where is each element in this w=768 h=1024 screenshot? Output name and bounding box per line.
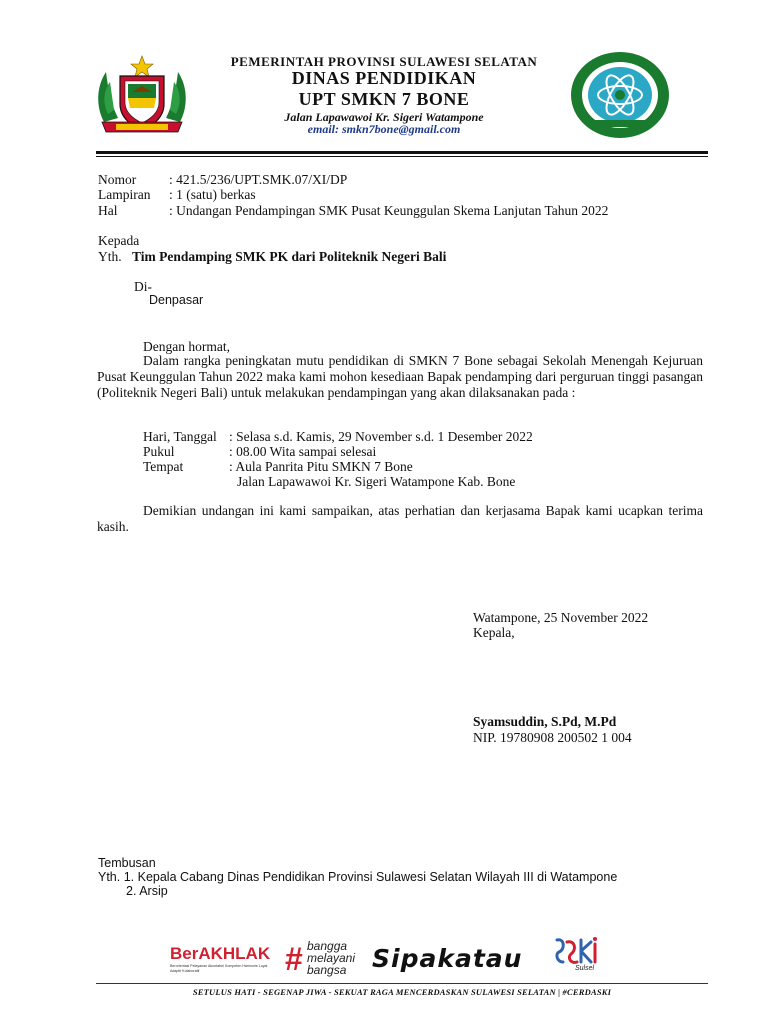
bangga-line-1: bangga <box>307 939 348 953</box>
recipient-city: Denpasar <box>149 293 204 307</box>
header-rule-thin <box>96 156 708 157</box>
nomor-label: Nomor <box>98 172 137 187</box>
email-value: smkn7bone@gmail.com <box>342 122 461 136</box>
cerdaski-icon <box>553 936 601 968</box>
signature-nip: NIP. 19780908 200502 1 004 <box>473 730 632 745</box>
paragraph-1-text: Dalam rangka peningkatan mutu pendidikan di SMKN 7 Bone sebagai Sekolah Menengah Kejuruan Pusat Keunggulan Tahun 2022 maka kami mohon kesediaan Bapak pendamping dari perguruan tinggi pasangan (Politeknik Negeri Bali) untuk melakukan pendampingan yang akan dilaksanakan pada : <box>97 353 703 400</box>
hal-value: : Undangan Pendampingan SMK Pusat Keunggulan Skema Lanjutan Tahun 2022 <box>169 203 609 218</box>
footer-motto: SETULUS HATI - SEGENAP JIWA - SEKUAT RAGA MENCERDASKAN SULAWESI SELATAN | #CERDASKI <box>192 987 612 997</box>
department-name: DINAS PENDIDIKAN <box>291 68 477 88</box>
paragraph-2 <box>97 503 703 535</box>
email-label: email: <box>307 122 339 136</box>
signature-title: Kepala, <box>473 625 515 640</box>
schedule-tempat-value: : Aula Panrita Pitu SMKN 7 Bone <box>229 459 413 474</box>
berakhlak-subtext: Berorientasi Pelayanan Akuntabel Kompeten Harmonis Loyal Adaptif Kolaboratif <box>170 964 268 973</box>
school-email <box>0 122 768 137</box>
kepada-label: Kepada <box>98 233 140 248</box>
schedule-tempat-value-2: Jalan Lapawawoi Kr. Sigeri Watampone Kab. Bone <box>237 474 516 489</box>
school-address: Jalan Lapawawoi Kr. Sigeri Watampone <box>284 110 484 124</box>
paragraph-1 <box>97 353 703 401</box>
schedule-tempat-label: Tempat <box>143 459 184 474</box>
lampiran-value: : 1 (satu) berkas <box>169 187 256 202</box>
hal-label: Hal <box>98 203 118 218</box>
schedule-hari-value: : Selasa s.d. Kamis, 29 November s.d. 1 Desember 2022 <box>229 429 533 444</box>
paragraph-2-text: Demikian undangan ini kami sampaikan, atas perhatian dan kerjasama Bapak kami ucapkan terima kasih. <box>97 503 703 534</box>
header-rule-thick <box>96 151 708 154</box>
bangga-line-3: bangsa <box>307 963 347 977</box>
berakhlak-text: BerAKHLAK <box>170 944 271 963</box>
tembusan-item-1: Yth. 1. Kepala Cabang Dinas Pendidikan Provinsi Sulawesi Selatan Wilayah III di Watampone <box>98 870 618 884</box>
schedule-pukul-label: Pukul <box>143 444 175 459</box>
bangga-line-2: melayani <box>307 951 356 965</box>
yth-label: Yth. <box>98 249 122 264</box>
nomor-value: : 421.5/236/UPT.SMK.07/XI/DP <box>169 172 348 187</box>
signature-place-date: Watampone, 25 November 2022 <box>473 610 649 625</box>
hashtag-icon: # <box>285 941 303 977</box>
lampiran-label: Lampiran <box>98 187 151 202</box>
sipakatau-logo: Sipakatau <box>372 944 523 973</box>
bangga-melayani-bangsa-logo <box>285 940 365 978</box>
agency-name: PEMERINTAH PROVINSI SULAWESI SELATAN <box>230 54 538 69</box>
recipient-name: Tim Pendamping SMK PK dari Politeknik Negeri Bali <box>132 249 447 264</box>
tembusan-item-2: 2. Arsip <box>126 884 168 898</box>
school-name: UPT SMKN 7 BONE <box>298 89 470 109</box>
berakhlak-logo <box>170 944 282 976</box>
cerdaski-logo <box>553 936 601 976</box>
footer-rule <box>96 983 708 984</box>
tembusan-label: Tembusan <box>98 856 156 870</box>
cerdaski-subtext: Sulsel <box>575 965 595 972</box>
greeting: Dengan hormat, <box>143 339 230 354</box>
signature-name: Syamsuddin, S.Pd, M.Pd <box>473 714 617 729</box>
di-label: Di- <box>134 279 152 294</box>
schedule-pukul-value: : 08.00 Wita sampai selesai <box>229 444 377 459</box>
schedule-hari-label: Hari, Tanggal <box>143 429 217 444</box>
